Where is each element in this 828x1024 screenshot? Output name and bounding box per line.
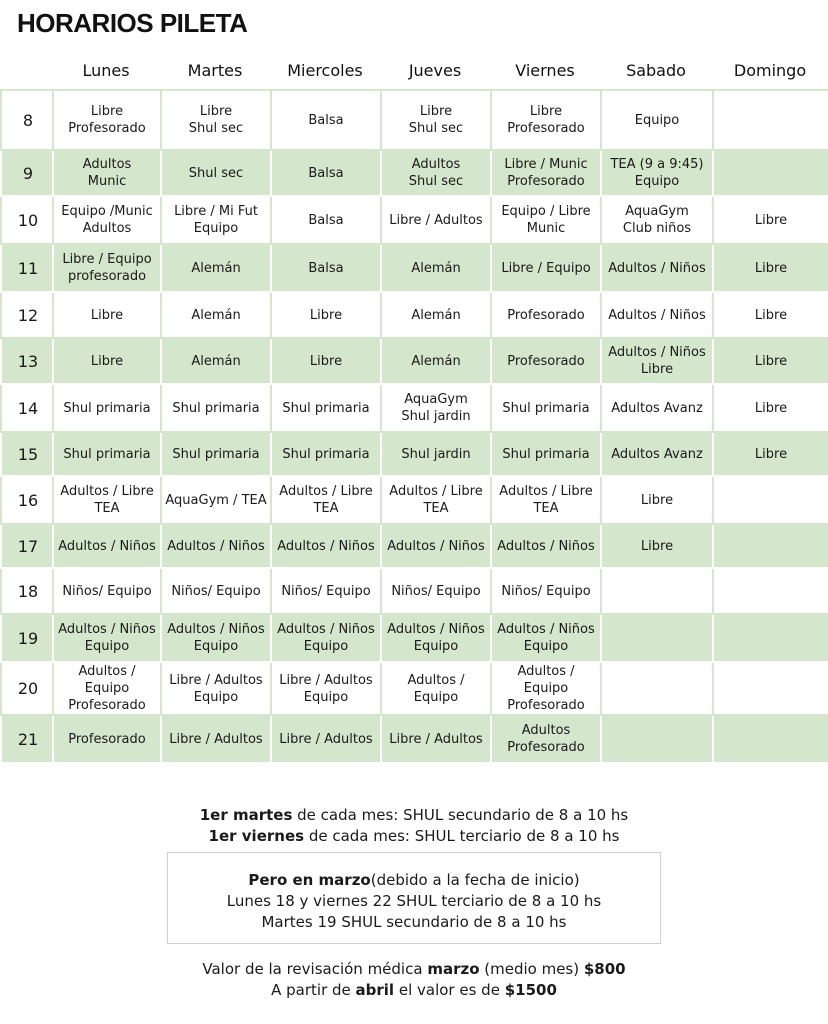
cell-line: Shul primaria (282, 446, 370, 462)
schedule-cell (491, 90, 601, 150)
hour-cell: 17 (1, 524, 53, 568)
schedule-cell (491, 476, 601, 524)
cell-line: Equipo (634, 112, 680, 128)
schedule-cell (601, 292, 713, 338)
cell-line: Adultos / Libre (60, 484, 154, 499)
schedule-cell (271, 715, 381, 763)
cell-line: Equipo /Munic (61, 204, 153, 219)
cell-line: Libre (90, 104, 124, 119)
cell-line: Adultos (82, 157, 132, 172)
schedule-cell (491, 614, 601, 662)
schedule-cell (601, 196, 713, 244)
schedule-cell (271, 524, 381, 568)
schedule-cell (601, 524, 713, 568)
schedule-cell (53, 244, 161, 292)
note-first-tuesday-bold: 1er martes (199, 806, 293, 824)
hour-cell: 11 (1, 244, 53, 292)
schedule-cell (601, 384, 713, 432)
cell-line: Libre / Equipo (62, 252, 152, 267)
cell-line: Shul sec (188, 165, 244, 181)
cell-line: Adultos / Niños (387, 622, 485, 637)
table-row (1, 476, 828, 524)
cell-line: Adultos / Niños (167, 538, 265, 554)
hour-cell: 9 (1, 150, 53, 196)
schedule-cell (161, 614, 271, 662)
cell-line: Libre (90, 353, 124, 369)
cell-line: Niños/ Equipo (62, 583, 152, 599)
table-row (1, 196, 828, 244)
cell-line: Shul sec (188, 121, 244, 136)
table-row (1, 338, 828, 384)
cell-line: Libre / Adultos (279, 731, 373, 747)
cell-line: Libre / Adultos (279, 672, 373, 688)
cell-line: profesorado (67, 269, 147, 284)
schedule-cell (381, 715, 491, 763)
cell-line: Libre (309, 307, 343, 323)
cell-line: Libre (754, 307, 788, 323)
cell-line: Profesorado (507, 307, 585, 323)
cell-line: Libre / Mi Fut (174, 204, 258, 219)
schedule-cell (601, 568, 713, 614)
hour-cell: 10 (1, 196, 53, 244)
schedule-cell (53, 715, 161, 763)
cell-line: Profesorado (68, 121, 146, 136)
price-march-pre: Valor de la revisación médica (202, 960, 428, 978)
cell-line: Libre (199, 104, 233, 119)
cell-line: AquaGym (625, 204, 689, 219)
schedule-cell (161, 150, 271, 196)
price-april-value: $1500 (504, 981, 557, 999)
schedule-cell (601, 662, 713, 715)
cell-line: Libre / Equipo (501, 260, 591, 276)
cell-line: Adultos / Niños (497, 622, 595, 637)
schedule-cell (381, 524, 491, 568)
cell-line: Club niños (622, 221, 692, 236)
price-april-mid: el valor es de (394, 981, 505, 999)
schedule-cell (161, 568, 271, 614)
schedule-cell (713, 384, 828, 432)
cell-line: Shul primaria (502, 400, 590, 416)
schedule-cell (491, 568, 601, 614)
schedule-cell (381, 384, 491, 432)
cell-line: Libre (754, 212, 788, 228)
cell-line: Shul primaria (172, 400, 260, 416)
schedule-cell (161, 432, 271, 476)
cell-line: Balsa (308, 165, 344, 181)
schedule-cell (381, 196, 491, 244)
cell-line: Adultos / Niños (608, 345, 706, 360)
schedule-cell (53, 524, 161, 568)
schedule-cell (601, 244, 713, 292)
schedule-cell (713, 568, 828, 614)
cell-line: Adultos / Libre (279, 484, 373, 499)
schedule-cell (491, 150, 601, 196)
cell-line: Profesorado (507, 174, 585, 189)
hour-cell: 15 (1, 432, 53, 476)
hour-cell: 19 (1, 614, 53, 662)
cell-line: Shul jardin (401, 409, 471, 424)
cell-line: Profesorado (507, 740, 585, 755)
cell-line: Adultos / Equipo (517, 664, 575, 696)
schedule-cell (53, 90, 161, 150)
table-row (1, 90, 828, 150)
cell-line: Profesorado (507, 698, 585, 713)
cell-line: Equipo (193, 689, 239, 705)
price-march-value: $800 (583, 960, 626, 978)
table-row (1, 292, 828, 338)
cell-line: Libre (754, 353, 788, 369)
cell-line: Adultos / Equipo (407, 672, 465, 705)
schedule-cell (491, 244, 601, 292)
schedule-cell (713, 90, 828, 150)
hour-cell: 18 (1, 568, 53, 614)
cell-line: Equipo (193, 221, 239, 236)
cell-line: Libre (754, 446, 788, 462)
schedule-cell (713, 614, 828, 662)
cell-line: Profesorado (68, 731, 146, 747)
schedule-table (0, 89, 828, 764)
schedule-cell (53, 338, 161, 384)
cell-line: Adultos (82, 221, 132, 236)
schedule-cell (491, 384, 601, 432)
schedule-cell (53, 662, 161, 715)
cell-line: Profesorado (507, 121, 585, 136)
hour-cell: 13 (1, 338, 53, 384)
schedule-cell (601, 715, 713, 763)
cell-line: Adultos (411, 157, 461, 172)
cell-line: Adultos (521, 723, 571, 738)
cell-line: Adultos / Niños (58, 538, 156, 554)
cell-line: Libre / Adultos (389, 212, 483, 228)
schedule-cell (161, 244, 271, 292)
cell-line: Alemán (411, 260, 461, 276)
schedule-cell (381, 292, 491, 338)
schedule-cell (713, 476, 828, 524)
schedule-cell (161, 662, 271, 715)
hour-cell: 20 (1, 662, 53, 715)
schedule-cell (53, 476, 161, 524)
cell-line: Balsa (308, 260, 344, 276)
cell-line: Shul jardin (401, 446, 471, 462)
schedule-cell (161, 476, 271, 524)
schedule-cell (271, 338, 381, 384)
day-header-3: Jueves (408, 60, 462, 80)
schedule-cell (161, 196, 271, 244)
cell-line: Libre (754, 260, 788, 276)
schedule-cell (53, 614, 161, 662)
cell-line: Profesorado (507, 353, 585, 369)
table-row (1, 524, 828, 568)
table-row (1, 568, 828, 614)
schedule-cell (491, 196, 601, 244)
cell-line: Shul primaria (172, 446, 260, 462)
cell-line: Niños/ Equipo (281, 583, 371, 599)
schedule-cell (601, 338, 713, 384)
day-header-4: Viernes (515, 60, 575, 80)
cell-line: Adultos Avanz (611, 446, 703, 462)
march-exception-reason: (debido a la fecha de inicio) (370, 871, 580, 889)
schedule-cell (713, 244, 828, 292)
cell-line: Alemán (191, 260, 241, 276)
cell-line: TEA (94, 501, 120, 516)
cell-line: Shul primaria (502, 446, 590, 462)
table-row (1, 384, 828, 432)
cell-line: Adultos / Libre (389, 484, 483, 499)
cell-line: Niños/ Equipo (501, 583, 591, 599)
schedule-cell (271, 384, 381, 432)
march-exception-box (167, 852, 661, 944)
cell-line: Shul sec (408, 174, 464, 189)
schedule-cell (491, 338, 601, 384)
schedule-cell (601, 90, 713, 150)
cell-line: Equipo / Libre (501, 204, 591, 219)
page-title: HORARIOS PILETA (17, 8, 248, 38)
cell-line: Adultos / Niños (387, 538, 485, 554)
schedule-cell (53, 384, 161, 432)
schedule-cell (53, 568, 161, 614)
schedule-cell (601, 614, 713, 662)
cell-line: Munic (526, 221, 566, 236)
schedule-cell (271, 614, 381, 662)
schedule-cell (53, 196, 161, 244)
schedule-cell (713, 524, 828, 568)
cell-line: Adultos / Niños (167, 622, 265, 637)
hour-cell: 12 (1, 292, 53, 338)
table-row (1, 432, 828, 476)
hour-cell: 16 (1, 476, 53, 524)
cell-line: Adultos / Niños (608, 260, 706, 276)
day-header-2: Miercoles (287, 60, 363, 80)
schedule-cell (381, 476, 491, 524)
cell-line: Adultos / Niños (277, 622, 375, 637)
cell-line: Alemán (411, 307, 461, 323)
price-march-mid: (medio mes) (479, 960, 584, 978)
cell-line: Niños/ Equipo (391, 583, 481, 599)
cell-line: AquaGym / TEA (165, 492, 267, 508)
cell-line: Shul primaria (63, 400, 151, 416)
cell-line: Equipo (413, 639, 459, 654)
cell-line: Libre / Adultos (169, 672, 263, 688)
cell-line: TEA (533, 501, 559, 516)
schedule-cell (161, 338, 271, 384)
schedule-cell (271, 662, 381, 715)
schedule-cell (713, 715, 828, 763)
cell-line: Profesorado (68, 698, 146, 713)
cell-line: Libre / Munic (504, 157, 588, 172)
schedule-cell (271, 476, 381, 524)
schedule-cell (601, 150, 713, 196)
price-march (0, 959, 828, 979)
price-april-pre: A partir de (271, 981, 356, 999)
cell-line: Adultos / Libre (499, 484, 593, 499)
schedule-cell (491, 432, 601, 476)
march-exception-bold: Pero en marzo (248, 871, 371, 889)
cell-line: Equipo (634, 174, 680, 189)
price-april (0, 980, 828, 1000)
schedule-cell (271, 292, 381, 338)
schedule-cell (381, 432, 491, 476)
march-exception-heading (168, 870, 660, 891)
cell-line: TEA (423, 501, 449, 516)
schedule-cell (271, 568, 381, 614)
schedule-cell (53, 150, 161, 196)
schedule-cell (381, 244, 491, 292)
cell-line: Adultos / Niños (608, 307, 706, 323)
cell-line: Balsa (308, 212, 344, 228)
table-row (1, 244, 828, 292)
schedule-cell (161, 524, 271, 568)
cell-line: AquaGym (404, 392, 468, 407)
cell-line: Alemán (191, 353, 241, 369)
cell-line: Balsa (308, 112, 344, 128)
cell-line: Libre (309, 353, 343, 369)
cell-line: Libre (640, 538, 674, 554)
schedule-cell (381, 614, 491, 662)
day-header-0: Lunes (82, 60, 130, 80)
cell-line: Adultos / Niños (58, 622, 156, 637)
march-exception-line3: Martes 19 SHUL secundario de 8 a 10 hs (261, 913, 567, 931)
cell-line: Shul primaria (282, 400, 370, 416)
table-row (1, 150, 828, 196)
schedule-cell (491, 715, 601, 763)
hour-cell: 21 (1, 715, 53, 763)
cell-line: Alemán (191, 307, 241, 323)
price-march-month: marzo (427, 960, 480, 978)
note-first-tuesday-text: de cada mes: SHUL secundario de 8 a 10 hs (292, 806, 629, 824)
schedule-cell (271, 432, 381, 476)
hour-cell: 8 (1, 90, 53, 150)
cell-line: Munic (87, 174, 127, 189)
cell-line: Equipo (523, 639, 569, 654)
cell-line: Equipo (84, 639, 130, 654)
cell-line: Libre (90, 307, 124, 323)
day-header-6: Domingo (733, 60, 807, 80)
schedule-cell (161, 292, 271, 338)
schedule-cell (161, 715, 271, 763)
schedule-cell (713, 292, 828, 338)
schedule-cell (713, 432, 828, 476)
schedule-cell (491, 292, 601, 338)
schedule-cell (381, 150, 491, 196)
cell-line: Adultos Avanz (611, 400, 703, 416)
note-first-tuesday (0, 805, 828, 825)
hour-cell: 14 (1, 384, 53, 432)
schedule-cell (491, 662, 601, 715)
price-april-month: abril (355, 981, 395, 999)
schedule-cell (491, 524, 601, 568)
cell-line: Libre (640, 362, 674, 377)
schedule-cell (713, 662, 828, 715)
day-header-1: Martes (187, 60, 243, 80)
cell-line: Adultos / Niños (277, 538, 375, 554)
schedule-cell (601, 476, 713, 524)
cell-line: Libre (640, 492, 674, 508)
schedule-cell (161, 90, 271, 150)
schedule-cell (381, 338, 491, 384)
cell-line: Equipo (193, 639, 239, 654)
note-first-friday (0, 826, 828, 846)
note-first-friday-text: de cada mes: SHUL terciario de 8 a 10 hs (304, 827, 620, 845)
cell-line: Equipo (303, 639, 349, 654)
cell-line: Adultos / Equipo (78, 664, 136, 696)
schedule-cell (381, 662, 491, 715)
cell-line: Niños/ Equipo (171, 583, 261, 599)
schedule-cell (381, 568, 491, 614)
schedule-cell (271, 150, 381, 196)
schedule-cell (713, 196, 828, 244)
cell-line: Libre (529, 104, 563, 119)
day-header-5: Sabado (626, 60, 686, 80)
cell-line: TEA (313, 501, 339, 516)
table-row (1, 662, 828, 715)
schedule-cell (271, 90, 381, 150)
cell-line: Equipo (303, 689, 349, 705)
cell-line: Shul sec (408, 121, 464, 136)
cell-line: Libre (754, 400, 788, 416)
cell-line: Alemán (411, 353, 461, 369)
schedule-cell (601, 432, 713, 476)
schedule-cell (53, 292, 161, 338)
schedule-cell (271, 244, 381, 292)
table-row (1, 614, 828, 662)
table-row (1, 715, 828, 763)
note-first-friday-bold: 1er viernes (208, 827, 305, 845)
schedule-cell (161, 384, 271, 432)
cell-line: Adultos / Niños (497, 538, 595, 554)
cell-line: Libre / Adultos (169, 731, 263, 747)
march-exception-line2: Lunes 18 y viernes 22 SHUL terciario de 8 a 10 hs (226, 892, 602, 910)
schedule-cell (381, 90, 491, 150)
cell-line: Libre (419, 104, 453, 119)
schedule-cell (53, 432, 161, 476)
cell-line: Libre / Adultos (389, 731, 483, 747)
schedule-cell (713, 338, 828, 384)
schedule-cell (713, 150, 828, 196)
schedule-cell (271, 196, 381, 244)
cell-line: TEA (9 a 9:45) (610, 157, 704, 172)
cell-line: Shul primaria (63, 446, 151, 462)
